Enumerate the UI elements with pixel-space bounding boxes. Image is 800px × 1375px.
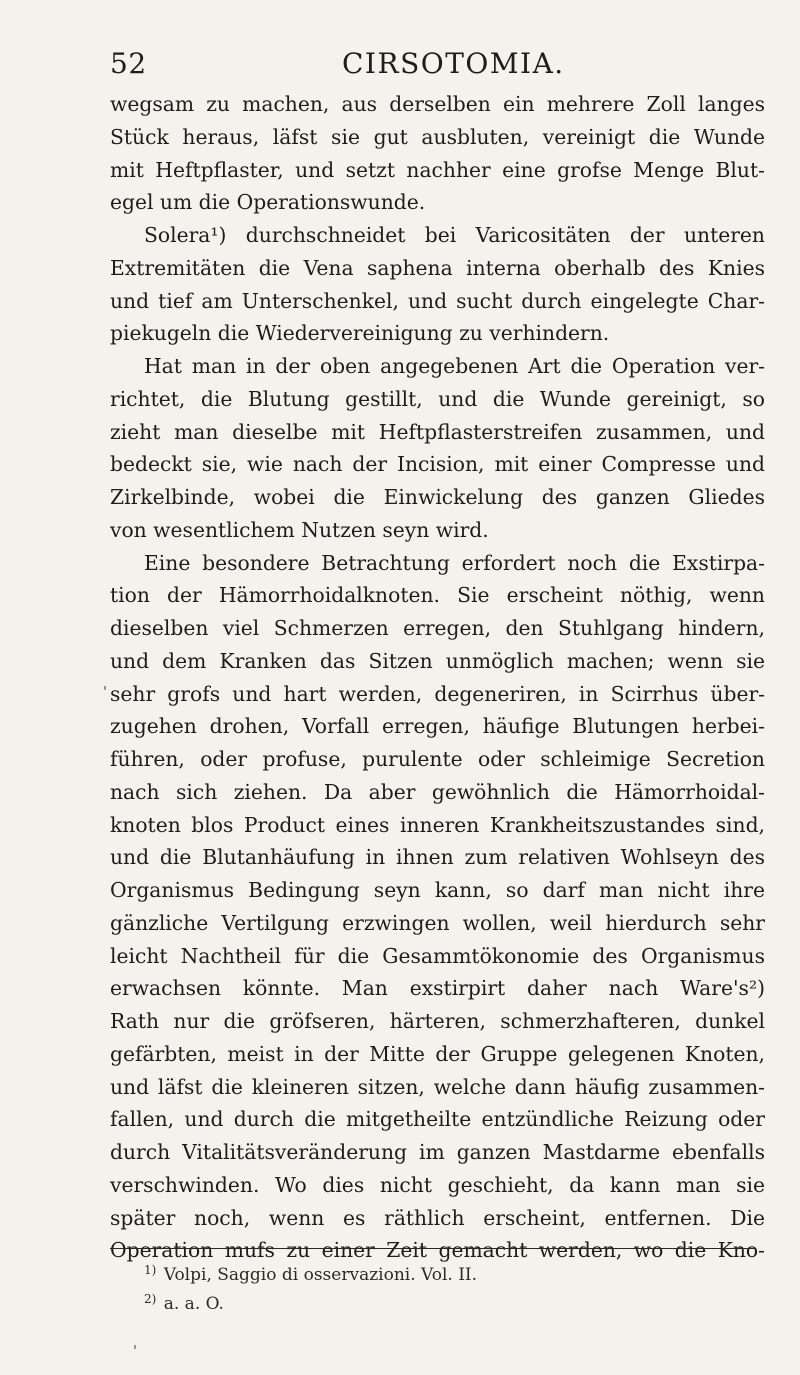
body-line: tion der Hämorrhoidalknoten. Sie erscheint nöthig, wenn [110,583,765,608]
body-line: Zirkelbinde, wobei die Einwickelung des ganzen Gliedes [110,485,765,509]
body-text [110,88,765,1267]
footnote-2 [144,1287,744,1316]
footnote-mark: 1) [144,1263,157,1277]
body-line: wegsam zu machen, aus derselben ein mehrere Zoll langes [110,92,765,116]
body-line: fallen, und durch die mitgetheilte entzündliche Reizung oder [110,1107,765,1132]
body-line: leicht Nachtheil für die Gesammtökonomie des Organismus [110,943,765,968]
body-line: von wesentlichem Nutzen seyn wird. [110,517,489,542]
body-line: und tief am Unterschenkel, und sucht durch eingelegte Char- [110,288,765,313]
footnote-text: Volpi, Saggio di osservazioni. Vol. II. [163,1265,478,1285]
body-line: führen, oder profuse, purulente oder schleimige Secretion [110,747,765,771]
body-line: Extremitäten die Vena saphena interna oberhalb des Knies [110,255,765,280]
body-line: später noch, wenn es räthlich erscheint, entfernen. Die [110,1205,765,1230]
body-line: Stück heraus, läfst sie gut ausbluten, vereinigt die Wunde [110,124,765,149]
running-head: CIRSOTOMIA. [342,47,565,80]
body-line: zugehen drohen, Vorfall erregen, häufige Blutungen herbei- [110,714,765,739]
body-line: gänzliche Vertilgung erzwingen wollen, weil hierdurch sehr [110,910,765,935]
body-line: Eine besondere Betrachtung erfordert noch die Exstirpa- [144,550,765,575]
body-line: durch Vitalitätsveränderung im ganzen Mastdarme ebenfalls [110,1140,765,1164]
body-line: dieselben viel Schmerzen erregen, den Stuhlgang hindern, [110,616,765,640]
paper-speck [104,686,106,690]
paper-speck [134,1345,136,1349]
body-line: Operation mufs zu einer Zeit gemacht werden, wo die Kno- [110,1238,765,1263]
body-line: knoten blos Product eines inneren Krankheitszustandes sind, [110,812,765,837]
body-line: piekugeln die Wiedervereinigung zu verhindern. [110,321,610,346]
body-line: erwachsen könnte. Man exstirpirt daher nach Ware's²) [110,976,765,1001]
body-line: und läfst die kleineren sitzen, welche dann häufig zusammen- [110,1074,765,1099]
page-header [110,46,750,86]
body-line: Solera¹) durchschneidet bei Varicositäten der unteren [144,223,765,247]
footnotes [144,1258,744,1316]
body-line: und die Blutanhäufung in ihnen zum relativen Wohlseyn des [110,845,765,870]
body-line: sehr grofs und hart werden, degeneriren, in Scirrhus über- [110,681,765,706]
body-line: richtet, die Blutung gestillt, und die Wunde gereinigt, so [110,386,765,411]
body-line: nach sich ziehen. Da aber gewöhnlich die Hämorrhoidal- [110,779,765,804]
body-line: und dem Kranken das Sitzen unmöglich machen; wenn sie [110,648,765,673]
body-line: Rath nur die gröfseren, härteren, schmerzhafteren, dunkel [110,1009,765,1033]
body-line: gefärbten, meist in der Mitte der Gruppe gelegenen Knoten, [110,1041,765,1066]
body-line: mit Heftpflaster, und setzt nachher eine grofse Menge Blut- [110,157,765,182]
page-number: 52 [110,47,147,80]
body-line: Organismus Bedingung seyn kann, so darf man nicht ihre [110,878,765,902]
body-line: verschwinden. Wo dies nicht geschieht, da kann man sie [110,1172,765,1197]
body-line: egel um die Operationswunde. [110,190,426,215]
footnote-1 [144,1258,744,1287]
footnote-text: a. a. O. [163,1294,224,1314]
body-line: zieht man dieselbe mit Heftpflasterstreifen zusammen, und [110,419,765,444]
body-line: Hat man in der oben angegebenen Art die Operation ver- [144,354,765,378]
body-line: bedeckt sie, wie nach der Incision, mit einer Compresse und [110,452,765,477]
footnote-divider [110,1248,755,1249]
footnote-mark: 2) [144,1292,157,1306]
